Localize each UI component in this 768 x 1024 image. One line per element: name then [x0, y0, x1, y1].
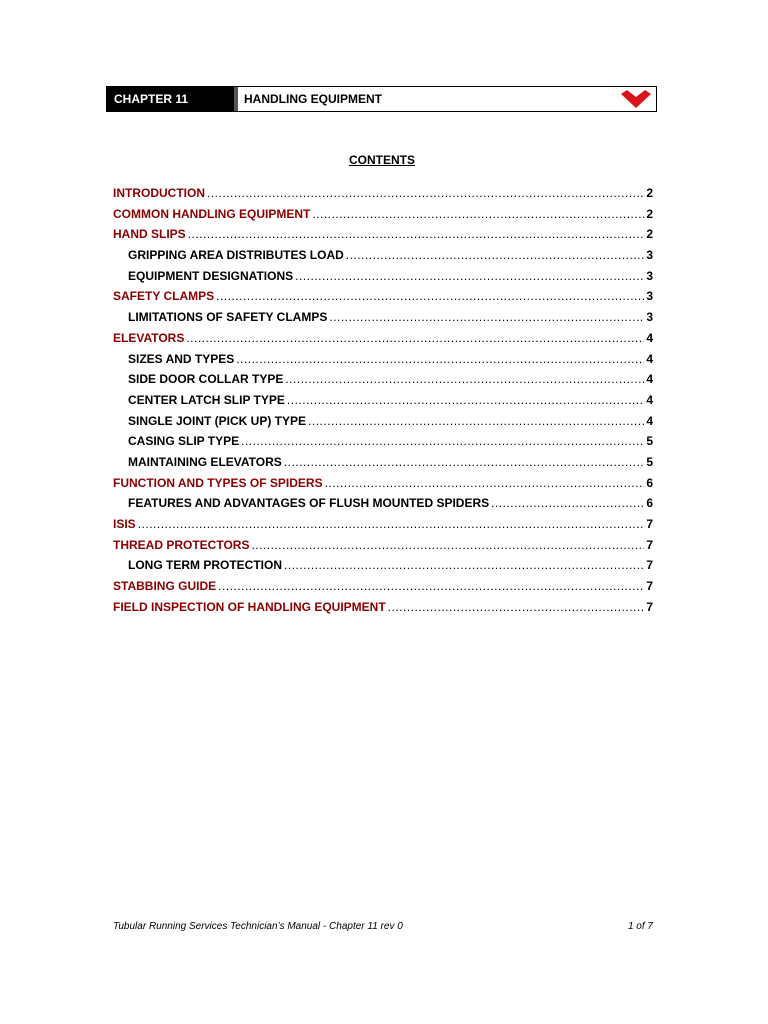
toc-entry-label[interactable]: ISIS — [113, 517, 136, 531]
toc-dot-leader — [285, 369, 644, 390]
toc-entry-label[interactable]: SINGLE JOINT (PICK UP) TYPE — [128, 413, 307, 428]
toc-dot-leader — [251, 535, 644, 556]
contents-heading: CONTENTS — [349, 153, 415, 167]
toc-entry-page: 3 — [646, 289, 653, 304]
toc-entry[interactable] — [113, 328, 653, 349]
toc-dot-leader — [218, 576, 644, 597]
toc-dot-leader — [287, 390, 644, 411]
toc-entry-label[interactable]: ELEVATORS — [113, 330, 185, 345]
toc-entry-label[interactable]: INTRODUCTION — [113, 186, 205, 200]
toc-entry-label[interactable]: COMMON HANDLING EQUIPMENT — [113, 206, 311, 221]
toc-entry[interactable] — [113, 431, 653, 452]
toc-entry-page: 6 — [646, 475, 653, 490]
toc-entry[interactable] — [113, 204, 653, 225]
toc-entry[interactable] — [113, 183, 653, 204]
toc-entry[interactable] — [113, 307, 653, 328]
toc-entry-label[interactable]: THREAD PROTECTORS — [113, 537, 250, 552]
toc-entry-page: 4 — [646, 372, 653, 387]
footer-manual-title: Tubular Running Services Technician’s Manual - Chapter 11 rev 0 — [113, 921, 403, 932]
toc-entry-label[interactable]: FUNCTION AND TYPES OF SPIDERS — [113, 475, 323, 490]
toc-entry-page: 6 — [646, 496, 653, 511]
toc-entry-page: 4 — [646, 392, 653, 407]
toc-entry-label[interactable]: EQUIPMENT DESIGNATIONS — [128, 268, 294, 283]
toc-dot-leader — [312, 204, 644, 225]
table-of-contents — [113, 183, 653, 617]
toc-entry[interactable] — [113, 452, 653, 473]
toc-entry[interactable] — [113, 597, 653, 618]
toc-entry-page: 4 — [646, 330, 653, 345]
toc-entry[interactable] — [113, 555, 653, 576]
toc-entry-label[interactable]: LIMITATIONS OF SAFETY CLAMPS — [128, 310, 328, 325]
toc-entry[interactable] — [113, 266, 653, 287]
toc-entry[interactable] — [113, 576, 653, 597]
toc-dot-leader — [491, 493, 644, 514]
toc-entry-page: 3 — [646, 248, 653, 263]
toc-entry-page: 2 — [646, 206, 653, 221]
toc-entry-page: 7 — [646, 558, 653, 573]
toc-entry[interactable] — [113, 411, 653, 432]
toc-dot-leader — [325, 473, 645, 494]
toc-dot-leader — [138, 514, 645, 535]
toc-dot-leader — [284, 555, 644, 576]
toc-dot-leader — [388, 597, 645, 618]
toc-entry-label[interactable]: SAFETY CLAMPS — [113, 289, 215, 304]
toc-entry[interactable] — [113, 286, 653, 307]
toc-entry[interactable] — [113, 390, 653, 411]
toc-entry[interactable] — [113, 473, 653, 494]
toc-entry[interactable] — [113, 349, 653, 370]
toc-dot-leader — [188, 224, 645, 245]
toc-entry-page: 2 — [646, 227, 653, 242]
toc-dot-leader — [308, 411, 644, 432]
toc-entry-label[interactable]: MAINTAINING ELEVATORS — [128, 454, 282, 469]
toc-entry-page: 7 — [646, 537, 653, 552]
toc-entry-label[interactable]: FIELD INSPECTION OF HANDLING EQUIPMENT — [113, 599, 386, 614]
toc-entry-page: 4 — [646, 351, 653, 366]
toc-entry[interactable] — [113, 493, 653, 514]
toc-dot-leader — [346, 245, 645, 266]
toc-dot-leader — [207, 183, 644, 204]
toc-dot-leader — [284, 452, 645, 473]
toc-entry-page: 3 — [646, 310, 653, 325]
toc-dot-leader — [329, 307, 644, 328]
chapter-number: CHAPTER 11 — [107, 87, 238, 111]
toc-entry[interactable] — [113, 369, 653, 390]
chapter-title: HANDLING EQUIPMENT — [244, 92, 382, 106]
toc-entry-page: 2 — [646, 186, 653, 200]
toc-dot-leader — [216, 286, 644, 307]
toc-entry-label[interactable]: SIZES AND TYPES — [128, 351, 235, 366]
toc-entry-page: 7 — [646, 579, 653, 594]
toc-entry-page: 5 — [646, 434, 653, 449]
company-logo-icon — [616, 87, 656, 111]
toc-dot-leader — [236, 349, 644, 370]
chapter-header — [106, 86, 657, 112]
toc-entry-label[interactable]: CENTER LATCH SLIP TYPE — [128, 392, 285, 407]
toc-entry-page: 7 — [646, 517, 653, 531]
toc-entry-page: 3 — [646, 268, 653, 283]
toc-dot-leader — [295, 266, 644, 287]
toc-entry-label[interactable]: STABBING GUIDE — [113, 579, 217, 594]
toc-entry[interactable] — [113, 245, 653, 266]
toc-entry-label[interactable]: LONG TERM PROTECTION — [128, 558, 282, 573]
toc-entry-label[interactable]: GRIPPING AREA DISTRIBUTES LOAD — [128, 248, 344, 263]
toc-entry[interactable] — [113, 535, 653, 556]
toc-entry[interactable] — [113, 224, 653, 245]
footer-page-number: 1 of 7 — [627, 921, 653, 932]
toc-entry-page: 5 — [646, 454, 653, 469]
toc-dot-leader — [241, 431, 644, 452]
toc-entry-label[interactable]: CASING SLIP TYPE — [128, 434, 240, 449]
toc-dot-leader — [186, 328, 644, 349]
toc-entry[interactable] — [113, 514, 653, 535]
toc-entry-label[interactable]: SIDE DOOR COLLAR TYPE — [128, 372, 284, 387]
toc-entry-page: 7 — [646, 599, 653, 614]
toc-entry-page: 4 — [646, 413, 653, 428]
toc-entry-label[interactable]: HAND SLIPS — [113, 227, 186, 242]
toc-entry-label[interactable]: FEATURES AND ADVANTAGES OF FLUSH MOUNTED SPIDERS — [128, 496, 490, 511]
